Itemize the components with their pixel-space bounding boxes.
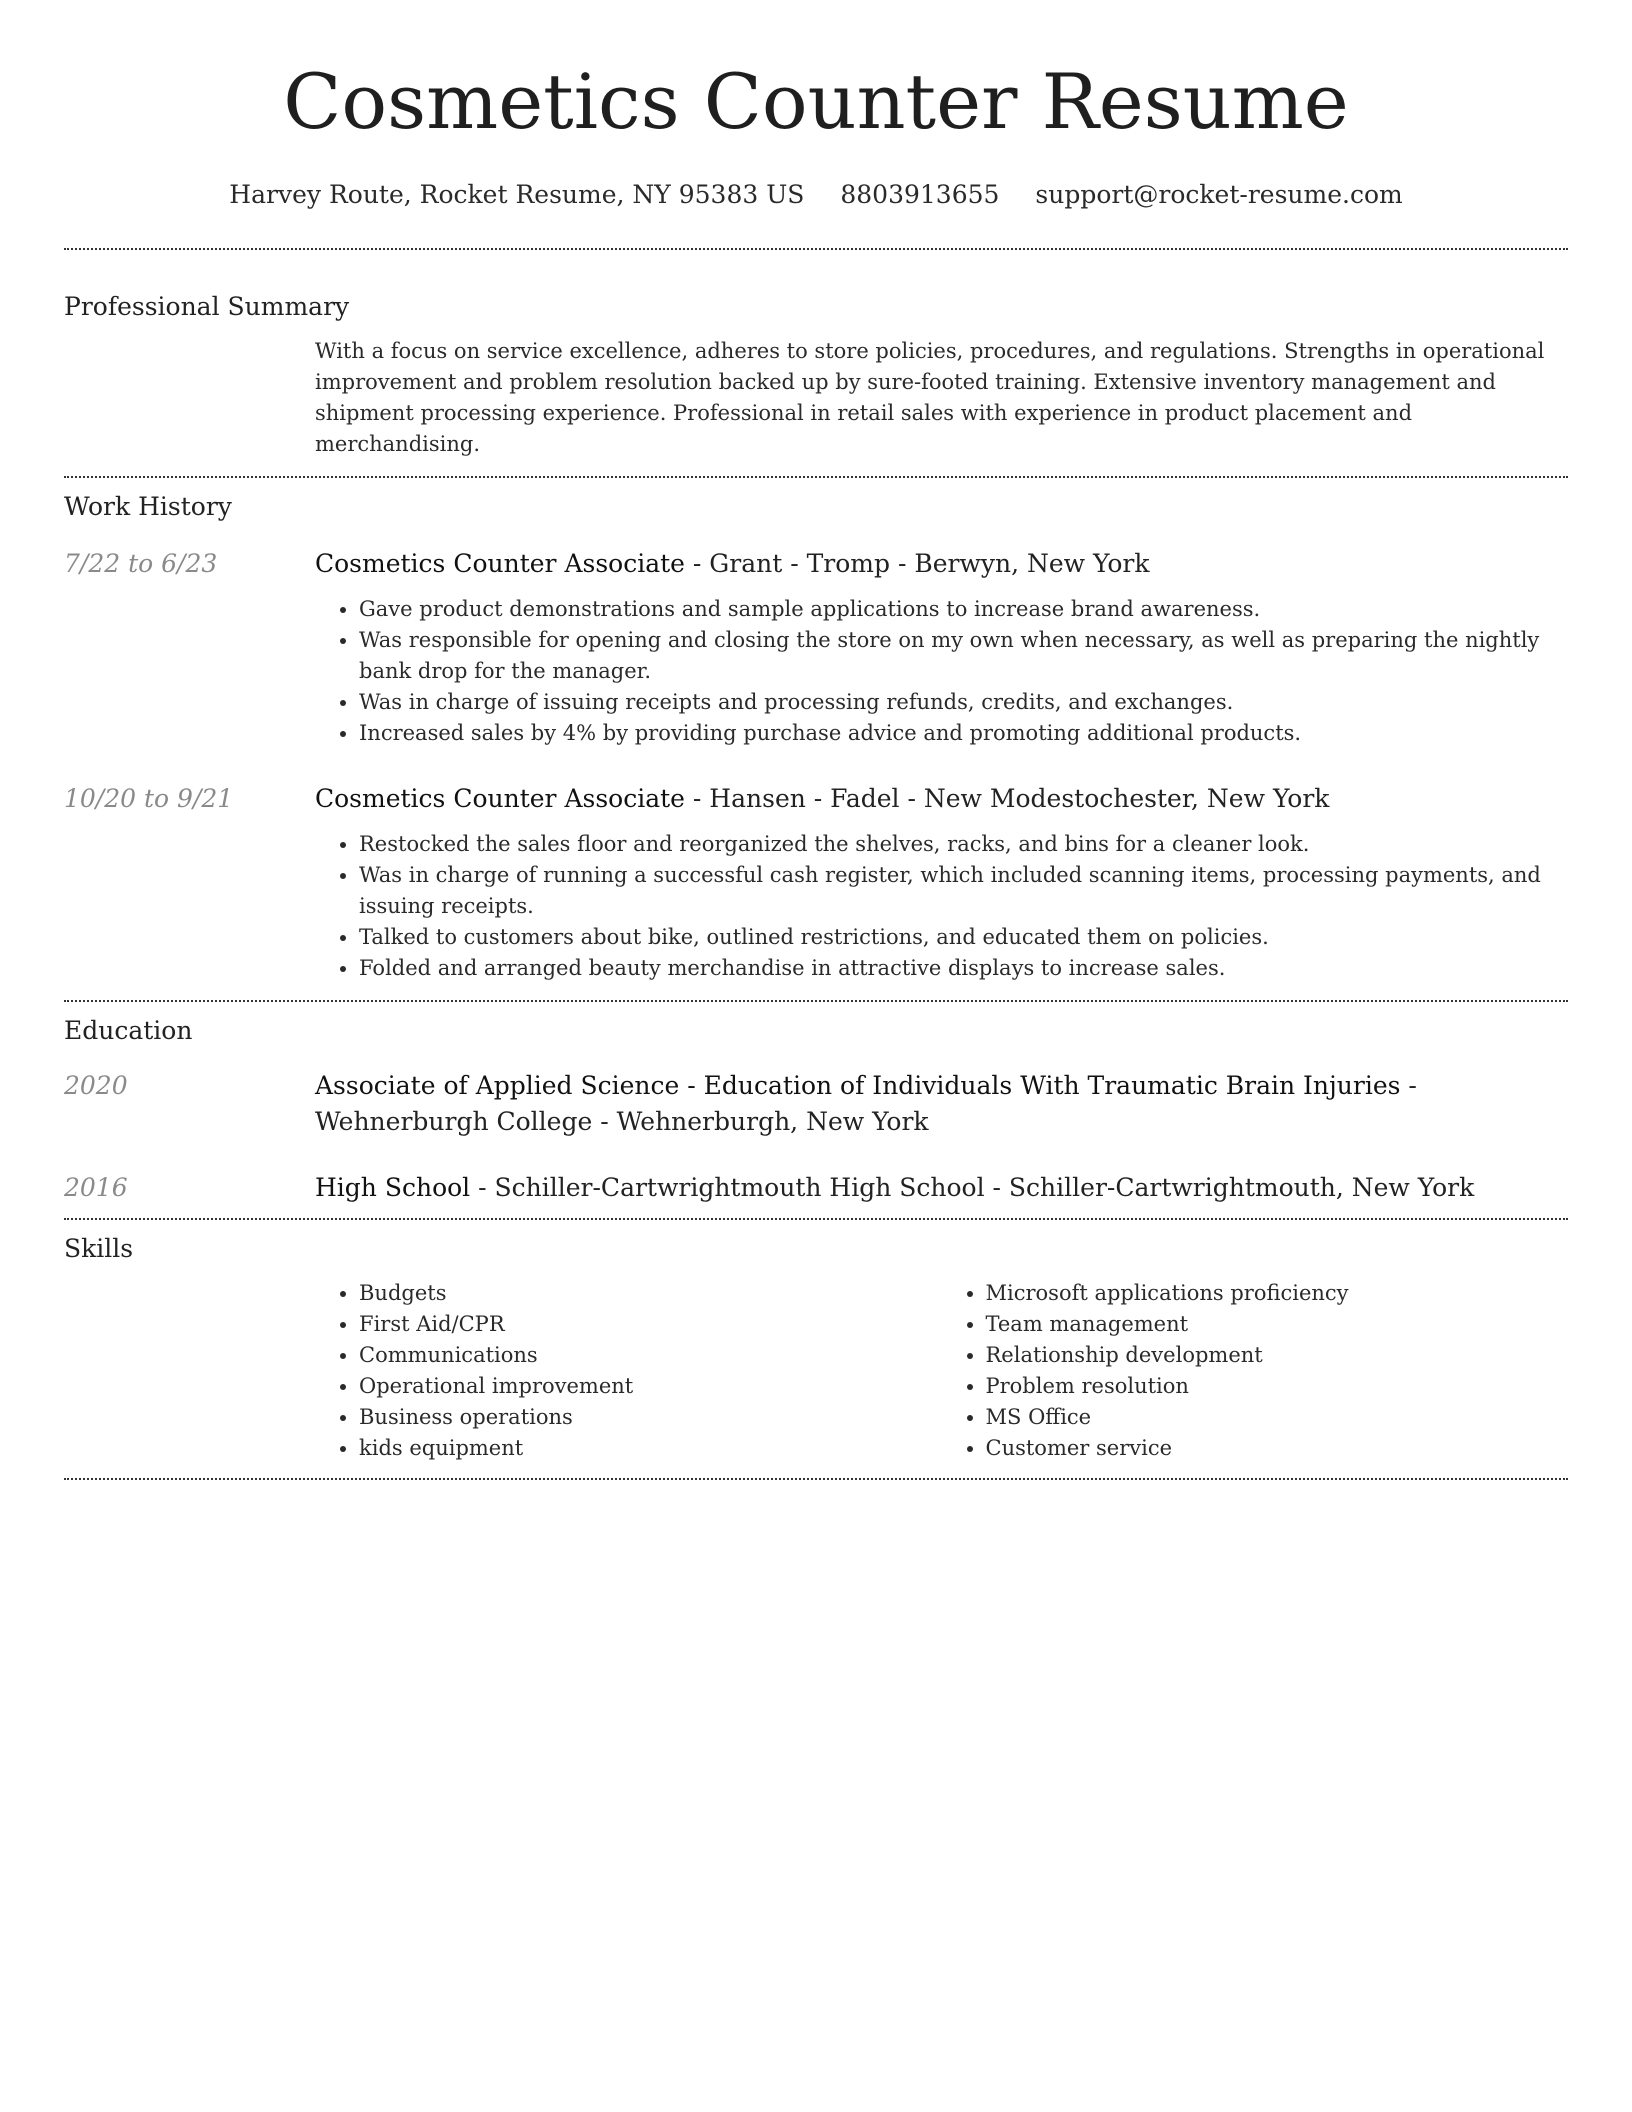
skills-list bbox=[942, 1278, 1569, 1464]
skill-item: • Microsoft applications proficiency bbox=[986, 1278, 1569, 1309]
summary-heading: Professional Summary bbox=[64, 292, 350, 321]
job-bullet: • Was responsible for opening and closing the store on my own when necessary, as well as preparing the nightly bank drop for the manager. bbox=[359, 625, 1568, 687]
skill-item: • Communications bbox=[359, 1340, 942, 1371]
skill-item: • First Aid/CPR bbox=[359, 1309, 942, 1340]
job-bullets bbox=[315, 829, 1568, 984]
skills-grid bbox=[315, 1278, 1568, 1478]
education-school: - Wehnerburgh College - Wehnerburgh, New York bbox=[315, 1071, 1417, 1136]
job-title-line bbox=[315, 546, 1568, 582]
education-entry bbox=[64, 1170, 1568, 1206]
education-year: 2016 bbox=[64, 1173, 128, 1202]
job-bullet: • Folded and arranged beauty merchandise in attractive displays to increase sales. bbox=[359, 953, 1568, 984]
education-year: 2020 bbox=[64, 1071, 128, 1100]
education-body bbox=[315, 1170, 1568, 1206]
skills-column-right bbox=[942, 1278, 1569, 1464]
education-section bbox=[64, 1002, 1568, 1206]
education-degree: Associate of Applied Science - Education of Individuals With Traumatic Brain Injuries bbox=[315, 1071, 1401, 1100]
skills-heading: Skills bbox=[64, 1234, 134, 1263]
contact-address: Harvey Route, Rocket Resume, NY 95383 US bbox=[229, 180, 805, 209]
job-bullet: • Talked to customers about bike, outlined restrictions, and educated them on policies. bbox=[359, 922, 1568, 953]
skill-item: • Budgets bbox=[359, 1278, 942, 1309]
skills-column-left bbox=[315, 1278, 942, 1464]
job-body bbox=[315, 546, 1568, 749]
resume-title: Cosmetics Counter Resume bbox=[283, 57, 1349, 146]
skill-item: • Team management bbox=[986, 1309, 1569, 1340]
skills-list bbox=[315, 1278, 942, 1464]
job-bullets bbox=[315, 594, 1568, 749]
resume-header bbox=[64, 0, 1568, 212]
divider bbox=[64, 1478, 1568, 1480]
contact-phone: 8803913655 bbox=[840, 180, 1000, 209]
contact-line bbox=[64, 178, 1568, 212]
job-position: Cosmetics Counter Associate bbox=[315, 784, 685, 813]
contact-email: support@rocket-resume.com bbox=[1035, 180, 1403, 209]
job-employer: - Grant - Tromp - Berwyn, New York bbox=[684, 549, 1150, 578]
job-dates: 10/20 to 9/21 bbox=[64, 784, 234, 813]
summary-text: With a focus on service excellence, adheres to store policies, procedures, and regulations. Strengths in operational improvement and problem resolution backed up by sure-footed training. Extensive inventory management and shipment processing experience. Professional in retail sales with experience in product placement and merchandising. bbox=[315, 339, 1545, 456]
job-entry bbox=[64, 546, 1568, 749]
skill-item: • Customer service bbox=[986, 1433, 1569, 1464]
skill-item: • Relationship development bbox=[986, 1340, 1569, 1371]
job-bullet: • Gave product demonstrations and sample applications to increase brand awareness. bbox=[359, 594, 1568, 625]
skill-item: • MS Office bbox=[986, 1402, 1569, 1433]
job-bullet: • Restocked the sales floor and reorganized the shelves, racks, and bins for a cleaner look. bbox=[359, 829, 1568, 860]
skill-item: • Problem resolution bbox=[986, 1371, 1569, 1402]
job-body bbox=[315, 781, 1568, 1000]
job-bullet: • Increased sales by 4% by providing purchase advice and promoting additional products. bbox=[359, 718, 1568, 749]
job-bullet: • Was in charge of running a successful cash register, which included scanning items, processing payments, and issuing receipts. bbox=[359, 860, 1568, 922]
work-history-heading: Work History bbox=[64, 492, 232, 521]
education-degree: High School bbox=[315, 1173, 471, 1202]
job-bullet: • Was in charge of issuing receipts and processing refunds, credits, and exchanges. bbox=[359, 687, 1568, 718]
work-history-section bbox=[64, 478, 1568, 1000]
job-dates: 7/22 to 6/23 bbox=[64, 549, 218, 578]
job-title-line bbox=[315, 781, 1568, 817]
skill-item: • kids equipment bbox=[359, 1433, 942, 1464]
job-employer: - Hansen - Fadel - New Modestochester, New York bbox=[684, 784, 1330, 813]
skill-item: • Business operations bbox=[359, 1402, 942, 1433]
summary-section bbox=[64, 250, 1568, 476]
education-title-line bbox=[315, 1068, 1568, 1140]
education-school: - Schiller-Cartwrightmouth High School - Schiller-Cartwrightmouth, New York bbox=[470, 1173, 1475, 1202]
education-body bbox=[315, 1068, 1568, 1140]
job-entry bbox=[64, 781, 1568, 1000]
education-heading: Education bbox=[64, 1016, 193, 1045]
skill-item: • Operational improvement bbox=[359, 1371, 942, 1402]
education-title-line bbox=[315, 1170, 1568, 1206]
job-position: Cosmetics Counter Associate bbox=[315, 549, 685, 578]
education-entry bbox=[64, 1068, 1568, 1140]
skills-section bbox=[64, 1220, 1568, 1478]
